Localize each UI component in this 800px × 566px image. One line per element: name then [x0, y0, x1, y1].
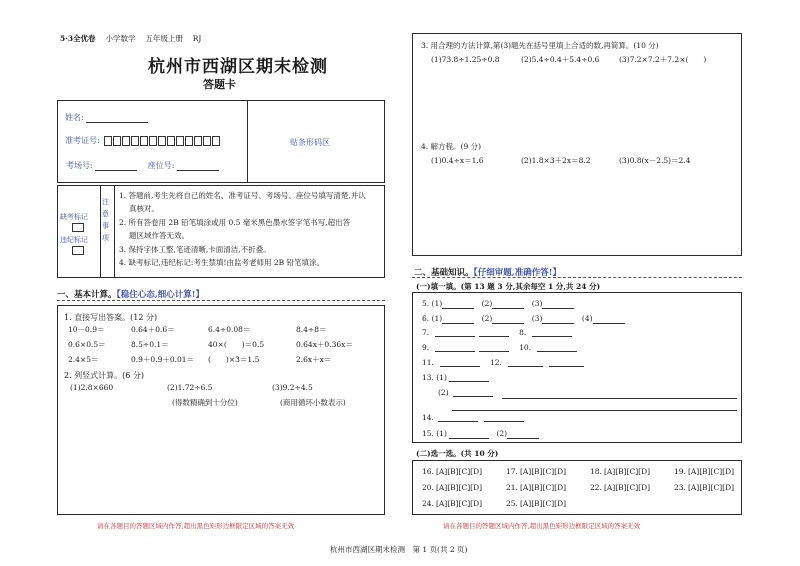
- notes-list: [119, 189, 366, 269]
- q4-items: (1)0.4÷x＝1.6 (2)1.8×3＋2x＝8.2 (3)0.8(x－2.5)＝2.4: [431, 156, 691, 165]
- choice-18[interactable]: 18. [A][B][C][D]: [590, 467, 651, 476]
- q4-title: 4. 解方程。(9 分): [421, 142, 482, 151]
- section2-heading: 二、基础知识。【仔细审题,准确作答!】: [414, 268, 561, 278]
- right-footer-warning: 请在各题目的答题区域内作答,超出黑色矩形边框限定区域的答案无效: [443, 522, 641, 530]
- choice-25[interactable]: 25. [A][B][C][D]: [506, 499, 567, 508]
- choice-23[interactable]: 23. [A][B][C][D]: [674, 483, 735, 492]
- q1-q2-answer-box: [57, 305, 385, 515]
- page-footer: 杭州市西湖区期末检测 第 1 页(共 2 页): [330, 545, 468, 554]
- q2-notes: (得数精确到十分位) (商用循环小数表示): [172, 398, 346, 407]
- room-field[interactable]: [95, 162, 137, 171]
- note-4: 4. 缺考标记,违纪标记:考生禁填!由监考老师用 2B 铅笔填涂。: [119, 258, 325, 268]
- choice-21[interactable]: 21. [A][B][C][D]: [506, 483, 567, 492]
- grade: 五年级上册: [145, 34, 183, 43]
- fill-title: (一)填一填。(第 13 题 3 分,其余每空 1 分,共 24 分): [416, 282, 601, 291]
- q2-title: 2. 列竖式计算。(6 分): [64, 371, 145, 380]
- section1-heading: 一、基本计算。【稳住心态,细心计算!】: [57, 290, 204, 300]
- room-label: 考场号:: [66, 161, 93, 170]
- q3-items: (1)73.8÷1.25÷0.8 (2)5.4÷0.4＋5.4÷0.6 (3)7.2×7.2＋7.2×( ): [431, 55, 707, 64]
- room-seat-row: [66, 160, 219, 171]
- violation-mark-label: 违纪标记: [60, 236, 88, 244]
- note-2b: 题区域作答无效。: [129, 231, 189, 241]
- choice-title: (二)选一选。(共 10 分): [416, 449, 499, 458]
- choice-24[interactable]: 24. [A][B][C][D]: [422, 499, 483, 508]
- seat-label: 座位号:: [147, 161, 175, 170]
- q2-items: (1)2.8×660 (2)1.72÷6.5 (3)9.2÷4.5: [70, 383, 313, 392]
- choice-17[interactable]: 17. [A][B][C][D]: [506, 467, 567, 476]
- q1-title: 1. 直接写出答案。(12 分): [64, 313, 158, 322]
- book-header: [60, 33, 201, 44]
- note-1b: 真核对。: [129, 204, 159, 214]
- choice-20[interactable]: 20. [A][B][C][D]: [422, 483, 483, 492]
- left-footer-warning: 请在各题目的答题区域内作答,超出黑色矩形边框限定区域的答案无效: [97, 522, 295, 530]
- note-2: 2. 所有答卷用 2B 铅笔填涂或用 0.5 毫米黑色墨水签字笔书写,超出答: [119, 217, 351, 227]
- edition: RJ: [192, 34, 202, 43]
- name-row: [65, 112, 148, 123]
- choice-22[interactable]: 22. [A][B][C][D]: [590, 483, 651, 492]
- notes-label: 注 意 事 项: [102, 198, 109, 242]
- exam-no-cells[interactable]: [104, 136, 221, 145]
- q3-title: 3. 用合理的方法计算,第(3)题先在括号里填上合适的数,再简算。(10 分): [421, 41, 659, 50]
- note-3: 3. 保持字体工整,笔迹清晰,卡面清洁,不折叠。: [119, 244, 271, 254]
- subject: 小学数学: [105, 34, 136, 43]
- choice-19[interactable]: 19. [A][B][C][D]: [674, 467, 735, 476]
- absent-mark-box[interactable]: [72, 223, 84, 232]
- seat-field[interactable]: [177, 162, 219, 171]
- name-label: 姓名:: [65, 113, 84, 122]
- absent-mark-label: 缺考标记: [60, 213, 88, 221]
- choice-16[interactable]: 16. [A][B][C][D]: [422, 467, 483, 476]
- exam-no-label: 准考证号:: [65, 136, 100, 145]
- barcode-area: 贴条形码区: [290, 138, 330, 147]
- exam-no-row: [65, 135, 221, 146]
- page-title: 杭州市西湖区期末检测: [148, 57, 328, 77]
- brand: 5·3全优卷: [60, 34, 96, 43]
- violation-mark-box[interactable]: [72, 246, 84, 255]
- name-field[interactable]: [86, 114, 148, 123]
- page-subtitle: 答题卡: [203, 78, 236, 91]
- note-1: 1. 答题前,考生先将自己的姓名、准考证号、考场号、座位号填写清楚,并认: [119, 191, 366, 200]
